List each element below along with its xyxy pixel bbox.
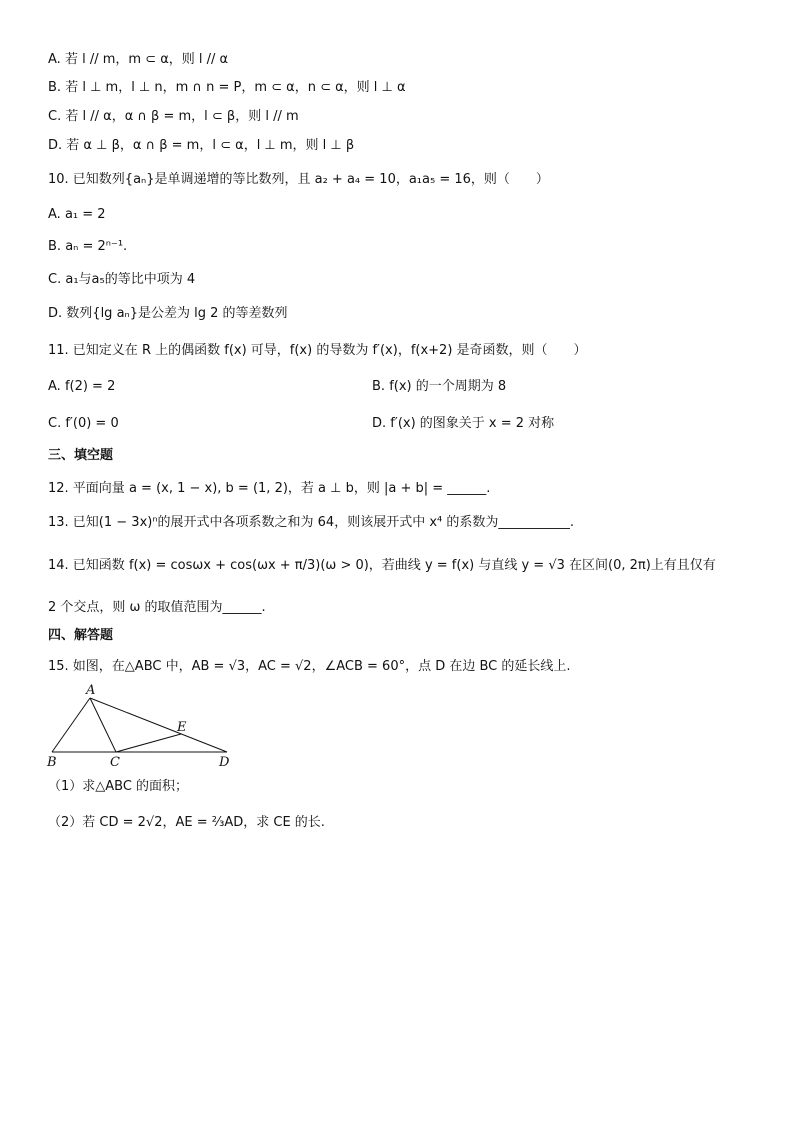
option-text: f(2) = 2: [64, 379, 116, 394]
q12: 12. 平面向量 a = (x, 1 − x), b = (1, 2)，若 a ⊥ b，则 |a + b| = ______.: [48, 481, 491, 496]
segment-ce: [116, 734, 181, 752]
q14-line2: 2 个交点，则 ω 的取值范围为______.: [48, 600, 266, 615]
triangle-figure: [44, 682, 244, 770]
segment-ab: [52, 698, 90, 752]
q9-option-c: [48, 109, 299, 125]
q11-option-a: [48, 379, 115, 395]
option-text: a₁ = 2: [64, 207, 106, 222]
option-label: C.: [48, 272, 62, 287]
option-label: B.: [372, 379, 386, 394]
q11-stem: 11. 已知定义在 R 上的偶函数 f(x) 可导，f(x) 的导数为 f′(x)，f(x+2) 是奇函数，则（ ）: [48, 343, 587, 358]
option-text: 数列{lg aₙ}是公差为 lg 2 的等差数列: [66, 306, 288, 321]
q14-line1: 14. 已知函数 f(x) = cosωx + cos(ωx + π/3)(ω > 0)，若曲线 y = f(x) 与直线 y = √3 在区间(0, 2π)上有且仅有: [48, 558, 716, 573]
option-label: C.: [48, 416, 62, 431]
option-label: D.: [372, 416, 387, 431]
option-label: A.: [48, 379, 61, 394]
segment-ad: [90, 698, 227, 752]
q15-part1: （1）求△ABC 的面积；: [48, 779, 189, 794]
q13: 13. 已知(1 − 3x)ⁿ的展开式中各项系数之和为 64，则该展开式中 x⁴ 的系数为___________.: [48, 515, 574, 530]
q9-option-a: [48, 52, 228, 68]
option-text: f′(0) = 0: [65, 416, 119, 431]
option-text: 若 l // α，α ∩ β = m，l ⊂ β，则 l // m: [65, 109, 299, 124]
option-text: 若 l ⊥ m，l ⊥ n，m ∩ n = P，m ⊂ α，n ⊂ α，则 l ⊥ α: [65, 80, 406, 95]
option-text: aₙ = 2ⁿ⁻¹.: [65, 239, 128, 254]
option-text: f′(x) 的图象关于 x = 2 对称: [390, 416, 555, 431]
option-label: A.: [48, 207, 61, 222]
point-label-d: D: [219, 755, 230, 770]
option-text: a₁与a₅的等比中项为 4: [65, 272, 196, 287]
q11-option-d: [372, 416, 554, 432]
point-label-a: A: [86, 683, 96, 698]
option-text: 若 α ⊥ β，α ∩ β = m，l ⊂ α，l ⊥ m，则 l ⊥ β: [66, 138, 355, 153]
option-text: 若 l // m，m ⊂ α，则 l // α: [64, 52, 229, 67]
option-label: D.: [48, 138, 63, 153]
option-label: D.: [48, 306, 63, 321]
q10-option-a: [48, 207, 106, 223]
option-label: B.: [48, 80, 62, 95]
option-label: B.: [48, 239, 62, 254]
option-text: f(x) 的一个周期为 8: [389, 379, 507, 394]
q10-option-c: [48, 272, 195, 288]
section-heading-solutions: 四、解答题: [48, 628, 114, 643]
option-label: A.: [48, 52, 61, 67]
q10-stem: 10. 已知数列{aₙ}是单调递增的等比数列，且 a₂ + a₄ = 10，a₁a₅ = 16，则（ ）: [48, 172, 549, 187]
point-label-b: B: [47, 755, 57, 770]
segment-ac: [90, 698, 116, 752]
point-label-c: C: [110, 755, 120, 770]
q15-part2: （2）若 CD = 2√2，AE = ⅔AD，求 CE 的长.: [48, 815, 325, 830]
q10-option-b: [48, 239, 127, 255]
option-label: C.: [48, 109, 62, 124]
section-heading-fill-in: 三、填空题: [48, 448, 114, 463]
q9-option-b: [48, 80, 406, 96]
q11-option-c: [48, 416, 119, 432]
q9-option-d: [48, 138, 354, 154]
q15-stem: 15. 如图，在△ABC 中，AB = √3，AC = √2，∠ACB = 60°，点 D 在边 BC 的延长线上.: [48, 659, 571, 674]
point-label-e: E: [177, 720, 187, 735]
q11-option-b: [372, 379, 506, 395]
q10-option-d: [48, 306, 288, 322]
